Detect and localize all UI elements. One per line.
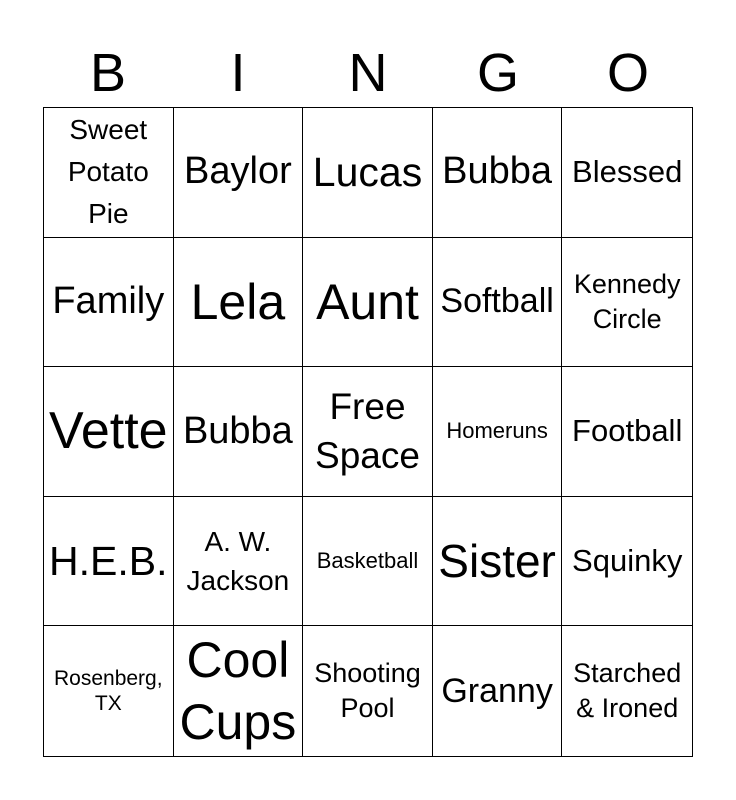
bingo-cell-r4c5[interactable] (562, 497, 692, 627)
cell-label: Vette (49, 401, 168, 460)
header-letter-o: O (606, 43, 649, 103)
cell-label: Lucas (312, 148, 423, 195)
cell-label: Lela (190, 273, 286, 330)
cell-label: Softball (440, 282, 554, 321)
cell-label: Cool Cups (179, 631, 297, 751)
cell-label: Sister (438, 534, 556, 587)
cell-label: A. W. Jackson (186, 525, 290, 597)
bingo-cell-r1c2[interactable] (174, 108, 304, 238)
bingo-cell-r4c1[interactable] (44, 497, 174, 627)
cell-label: Bubba (182, 409, 293, 452)
bingo-cell-r3c4[interactable] (433, 367, 563, 497)
bingo-cell-r5c3[interactable] (303, 626, 433, 756)
bingo-board (43, 107, 693, 757)
cell-label: Sweet Potato Pie (67, 114, 149, 230)
bingo-cell-r3c1[interactable] (44, 367, 174, 497)
cell-label: Squinky (572, 543, 683, 579)
bingo-cell-r2c3[interactable] (303, 238, 433, 368)
bingo-cell-r5c2[interactable] (174, 626, 304, 756)
cell-label: Family (52, 279, 165, 322)
bingo-cell-r4c3[interactable] (303, 497, 433, 627)
cell-label: Football (572, 413, 683, 449)
header-letter-g: G (476, 43, 519, 103)
bingo-cell-r4c2[interactable] (174, 497, 304, 627)
cell-label: Kennedy Circle (573, 268, 681, 334)
bingo-cell-free-space[interactable] (303, 367, 433, 497)
bingo-cell-r2c1[interactable] (44, 238, 174, 368)
bingo-cell-r2c4[interactable] (433, 238, 563, 368)
bingo-cell-r2c5[interactable] (562, 238, 692, 368)
cell-label: Homeruns (446, 418, 548, 444)
bingo-cell-r2c2[interactable] (174, 238, 304, 368)
bingo-cell-r3c5[interactable] (562, 367, 692, 497)
cell-label: Aunt (316, 273, 419, 330)
header-letter-b: B (89, 43, 127, 103)
bingo-cell-r4c4[interactable] (433, 497, 563, 627)
bingo-cell-r1c1[interactable] (44, 108, 174, 238)
bingo-cell-r1c3[interactable] (303, 108, 433, 238)
bingo-header (43, 40, 693, 106)
cell-label: Granny (441, 671, 553, 710)
cell-label: Blessed (572, 154, 683, 190)
cell-label: H.E.B. (49, 537, 168, 584)
cell-label: Rosenberg, TX (54, 667, 163, 716)
cell-label: Bubba (442, 150, 553, 193)
free-space-label: Free Space (315, 385, 420, 477)
bingo-cell-r3c2[interactable] (174, 367, 304, 497)
header-letter-n: N (348, 43, 388, 103)
bingo-cell-r1c4[interactable] (433, 108, 563, 238)
bingo-cell-r1c5[interactable] (562, 108, 692, 238)
cell-label: Basketball (316, 548, 419, 573)
bingo-cell-r5c5[interactable] (562, 626, 692, 756)
cell-label: Starched & Ironed (573, 658, 682, 724)
cell-label: Shooting Pool (314, 658, 421, 724)
cell-label: Baylor (184, 150, 292, 193)
bingo-cell-r5c1[interactable] (44, 626, 174, 756)
bingo-cell-r5c4[interactable] (433, 626, 563, 756)
header-letter-i: I (230, 43, 246, 103)
